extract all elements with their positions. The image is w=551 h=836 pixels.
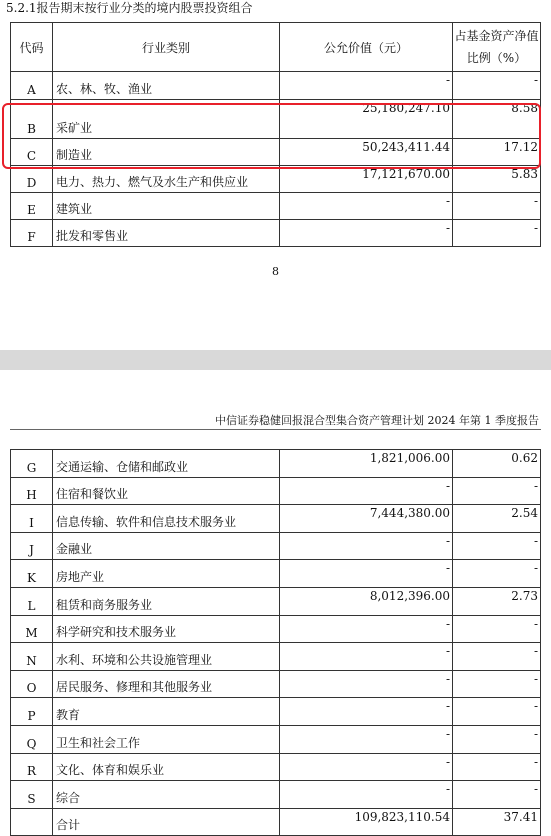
row-ratio: 0.62 [453,450,541,478]
row-fair-value: - [280,753,453,781]
page-2 [0,370,551,833]
row-fair-value: - [280,560,453,588]
table-row [11,670,541,698]
table-row [11,560,541,588]
row-fair-value: 1,821,006.00 [280,450,453,478]
row-code: K [11,560,53,588]
row-code: S [11,781,53,809]
row-industry: 居民服务、修理和其他服务业 [53,670,280,698]
header-code: 代码 [11,23,53,72]
table-row [11,781,541,809]
row-fair-value: - [280,220,453,247]
row-ratio: 5.83 [453,166,541,193]
table-row [11,166,541,193]
row-ratio: 2.54 [453,505,541,533]
row-industry: 租赁和商务服务业 [53,587,280,615]
row-industry: 文化、体育和娱乐业 [53,753,280,781]
header-ratio-line1: 占基金资产净值 [454,29,539,43]
row-industry: 房地产业 [53,560,280,588]
row-fair-value: - [280,781,453,809]
row-fair-value: - [280,532,453,560]
row-industry: 信息传输、软件和信息技术服务业 [53,505,280,533]
row-industry: 水利、环境和公共设施管理业 [53,643,280,671]
table-row [11,220,541,247]
row-industry: 采矿业 [53,100,280,139]
total-ratio: 37.41 [453,808,541,836]
row-fair-value: 7,444,380.00 [280,505,453,533]
row-ratio: - [453,670,541,698]
row-fair-value: 8,012,396.00 [280,587,453,615]
row-code [11,808,53,836]
row-ratio: - [453,560,541,588]
table-row [11,477,541,505]
row-ratio: 2.73 [453,587,541,615]
table-row [11,505,541,533]
row-fair-value: - [280,477,453,505]
row-fair-value: - [280,193,453,220]
row-ratio: - [453,781,541,809]
row-fair-value: - [280,698,453,726]
table-row [11,643,541,671]
row-code: Q [11,725,53,753]
page-separator [0,350,551,370]
row-industry: 金融业 [53,532,280,560]
row-fair-value: - [280,725,453,753]
total-row [11,808,541,836]
row-code: G [11,450,53,478]
row-industry: 建筑业 [53,193,280,220]
row-ratio: - [453,698,541,726]
total-label: 合计 [53,808,280,836]
row-ratio: - [453,477,541,505]
row-fair-value: 17,121,670.00 [280,166,453,193]
table-row [11,532,541,560]
row-ratio: - [453,725,541,753]
table-row [11,698,541,726]
row-code: P [11,698,53,726]
header-ratio-line2: 比例（%） [466,51,527,65]
table-row [11,450,541,478]
row-industry: 综合 [53,781,280,809]
row-code: F [11,220,53,247]
table-row [11,193,541,220]
row-ratio: - [453,220,541,247]
header-industry: 行业类别 [53,23,280,72]
row-industry: 电力、热力、燃气及水生产和供应业 [53,166,280,193]
running-header: 中信证券稳健回报混合型集合资产管理计划 2024 年第 1 季度报告 [215,414,539,427]
header-ratio [453,23,541,72]
row-code: J [11,532,53,560]
row-fair-value: - [280,643,453,671]
row-code: B [11,100,53,139]
table-row [11,753,541,781]
header-rule [10,429,541,430]
page-number: 8 [272,265,279,278]
row-ratio: - [453,532,541,560]
industry-table-part-2 [10,449,541,836]
table-row [11,72,541,100]
row-code: N [11,643,53,671]
row-industry: 卫生和社会工作 [53,725,280,753]
row-industry: 住宿和餐饮业 [53,477,280,505]
row-code: M [11,615,53,643]
row-code: E [11,193,53,220]
row-industry: 批发和零售业 [53,220,280,247]
row-code: R [11,753,53,781]
row-ratio: - [453,72,541,100]
row-industry: 教育 [53,698,280,726]
row-code: H [11,477,53,505]
row-code: I [11,505,53,533]
row-ratio: - [453,193,541,220]
row-ratio: 17.12 [453,139,541,166]
row-ratio: - [453,615,541,643]
row-fair-value: 50,243,411.44 [280,139,453,166]
row-code: L [11,587,53,615]
row-code: C [11,139,53,166]
row-ratio: - [453,753,541,781]
row-fair-value: - [280,72,453,100]
row-fair-value: - [280,615,453,643]
row-ratio: 8.58 [453,100,541,139]
header-fair-value: 公允价值（元） [280,23,453,72]
table-row [11,615,541,643]
total-fair-value: 109,823,110.54 [280,808,453,836]
row-code: O [11,670,53,698]
row-industry: 制造业 [53,139,280,166]
row-industry: 农、林、牧、渔业 [53,72,280,100]
row-industry: 科学研究和技术服务业 [53,615,280,643]
table-row [11,725,541,753]
row-ratio: - [453,643,541,671]
highlight-box [2,103,541,169]
section-title: 5.2.1报告期末按行业分类的境内股票投资组合 [6,1,253,15]
row-code: D [11,166,53,193]
row-industry: 交通运输、仓储和邮政业 [53,450,280,478]
page-1 [0,0,551,350]
table-row [11,587,541,615]
row-code: A [11,72,53,100]
table-header-row [11,23,541,72]
row-fair-value: - [280,670,453,698]
row-fair-value: 25,180,247.10 [280,100,453,139]
